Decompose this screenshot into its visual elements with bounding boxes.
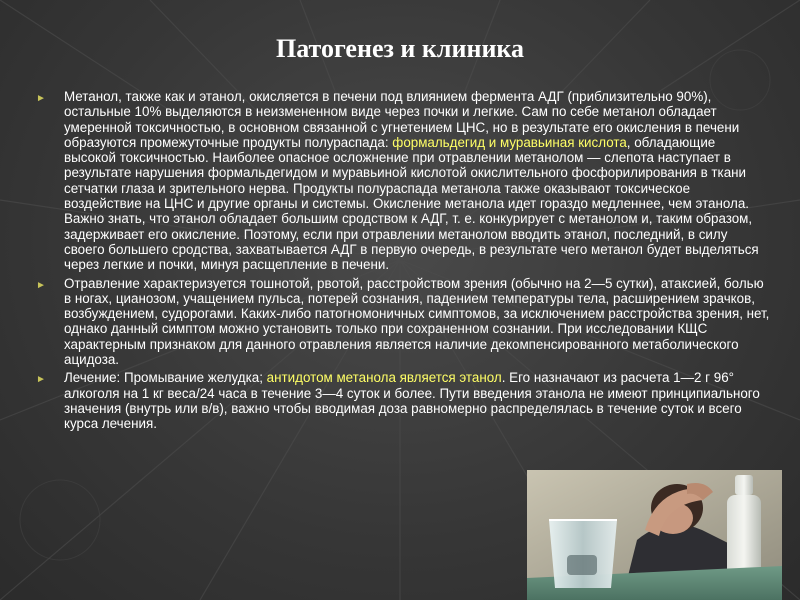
slide-title: Патогенез и клиника: [275, 34, 525, 63]
bullet-highlight: формальдегид и муравьиная кислота: [392, 134, 627, 150]
bullet-highlight: антидотом метанола является этанол: [266, 370, 502, 386]
bullet-text-continued: . Его назначают из расчета 1—2 г 96° алкоголя на 1 кг веса/24 часа в течение 3—4 суток и более. Пути введения этанола не имеют принципиального значения (внутрь или в/в), важно чтобы вводимая доза равномерно распределялась в течение суток и всего курса лечения.: [64, 370, 760, 432]
bullet-list: [36, 89, 770, 435]
bullet-text: Лечение: Промывание желудка;: [64, 370, 267, 386]
photo-drunk-man-with-glass: [527, 470, 782, 600]
bullet-item-metabolism: [36, 89, 770, 273]
bullet-item-treatment: [36, 370, 770, 431]
bullet-item-symptoms: [36, 276, 770, 368]
bullet-arrow-icon: ►: [36, 279, 46, 291]
bullet-text: Отравление характеризуется тошнотой, рвотой, расстройством зрения (обычно на 2—5 сутки), атаксией, болью в ногах, цианозом, учащением пульса, потерей сознания, падением температуры тела, расширением зрачков, возбуждением, судорогами. Каких-либо патогномоничных симптомов, за исключением расстройства зрения, нет, однако данный симптом можно установить только при сохраненном сознании. При исследовании КЩС характерным признаком для данного отравления является наличие декомпенсированного метаболического ацидоза.: [64, 275, 770, 368]
bullet-arrow-icon: ►: [36, 93, 46, 104]
bullet-arrow-icon: ►: [36, 374, 46, 386]
bullet-text: Метанол, также как и этанол, окисляется в печени под влиянием фермента АДГ (приблизительно 90%), остальные 10% выделяются в неизмененном виде через почки и легкие. Сам по себе метанол обладает умеренной токсичностью, в основном связанной с угнетением ЦНС, но в результате его окисления в печени образуются промежуточные продукты полураспада:: [64, 89, 740, 150]
bullet-text-continued: , обладающие высокой токсичностью. Наиболее опасное осложнение при отравлении метанолом — слепота наступает в результате нарушения формальдегидом и муравьиной кислотой окислительного фосфорилирования в ткани сетчатки глаза и зрительного нерва. Продукты полураспада метанола также оказывают токсическое воздействие на ЦНС и другие органы и системы. Окисление метанола идет гораздо медленнее, чем этанола. Важно знать, что этанол обладает большим сродством к АДГ, т. е. конкурирует с метанолом и, таким образом, задерживает его окисление. Поэтому, если при отравлении метанолом вводить этанол, последний, в силу своего большего сродства, захватывается АДГ в первую очередь, в результате чего метанол будет выделяться через легкие и почки, минуя расщепление в печени.: [64, 134, 759, 273]
